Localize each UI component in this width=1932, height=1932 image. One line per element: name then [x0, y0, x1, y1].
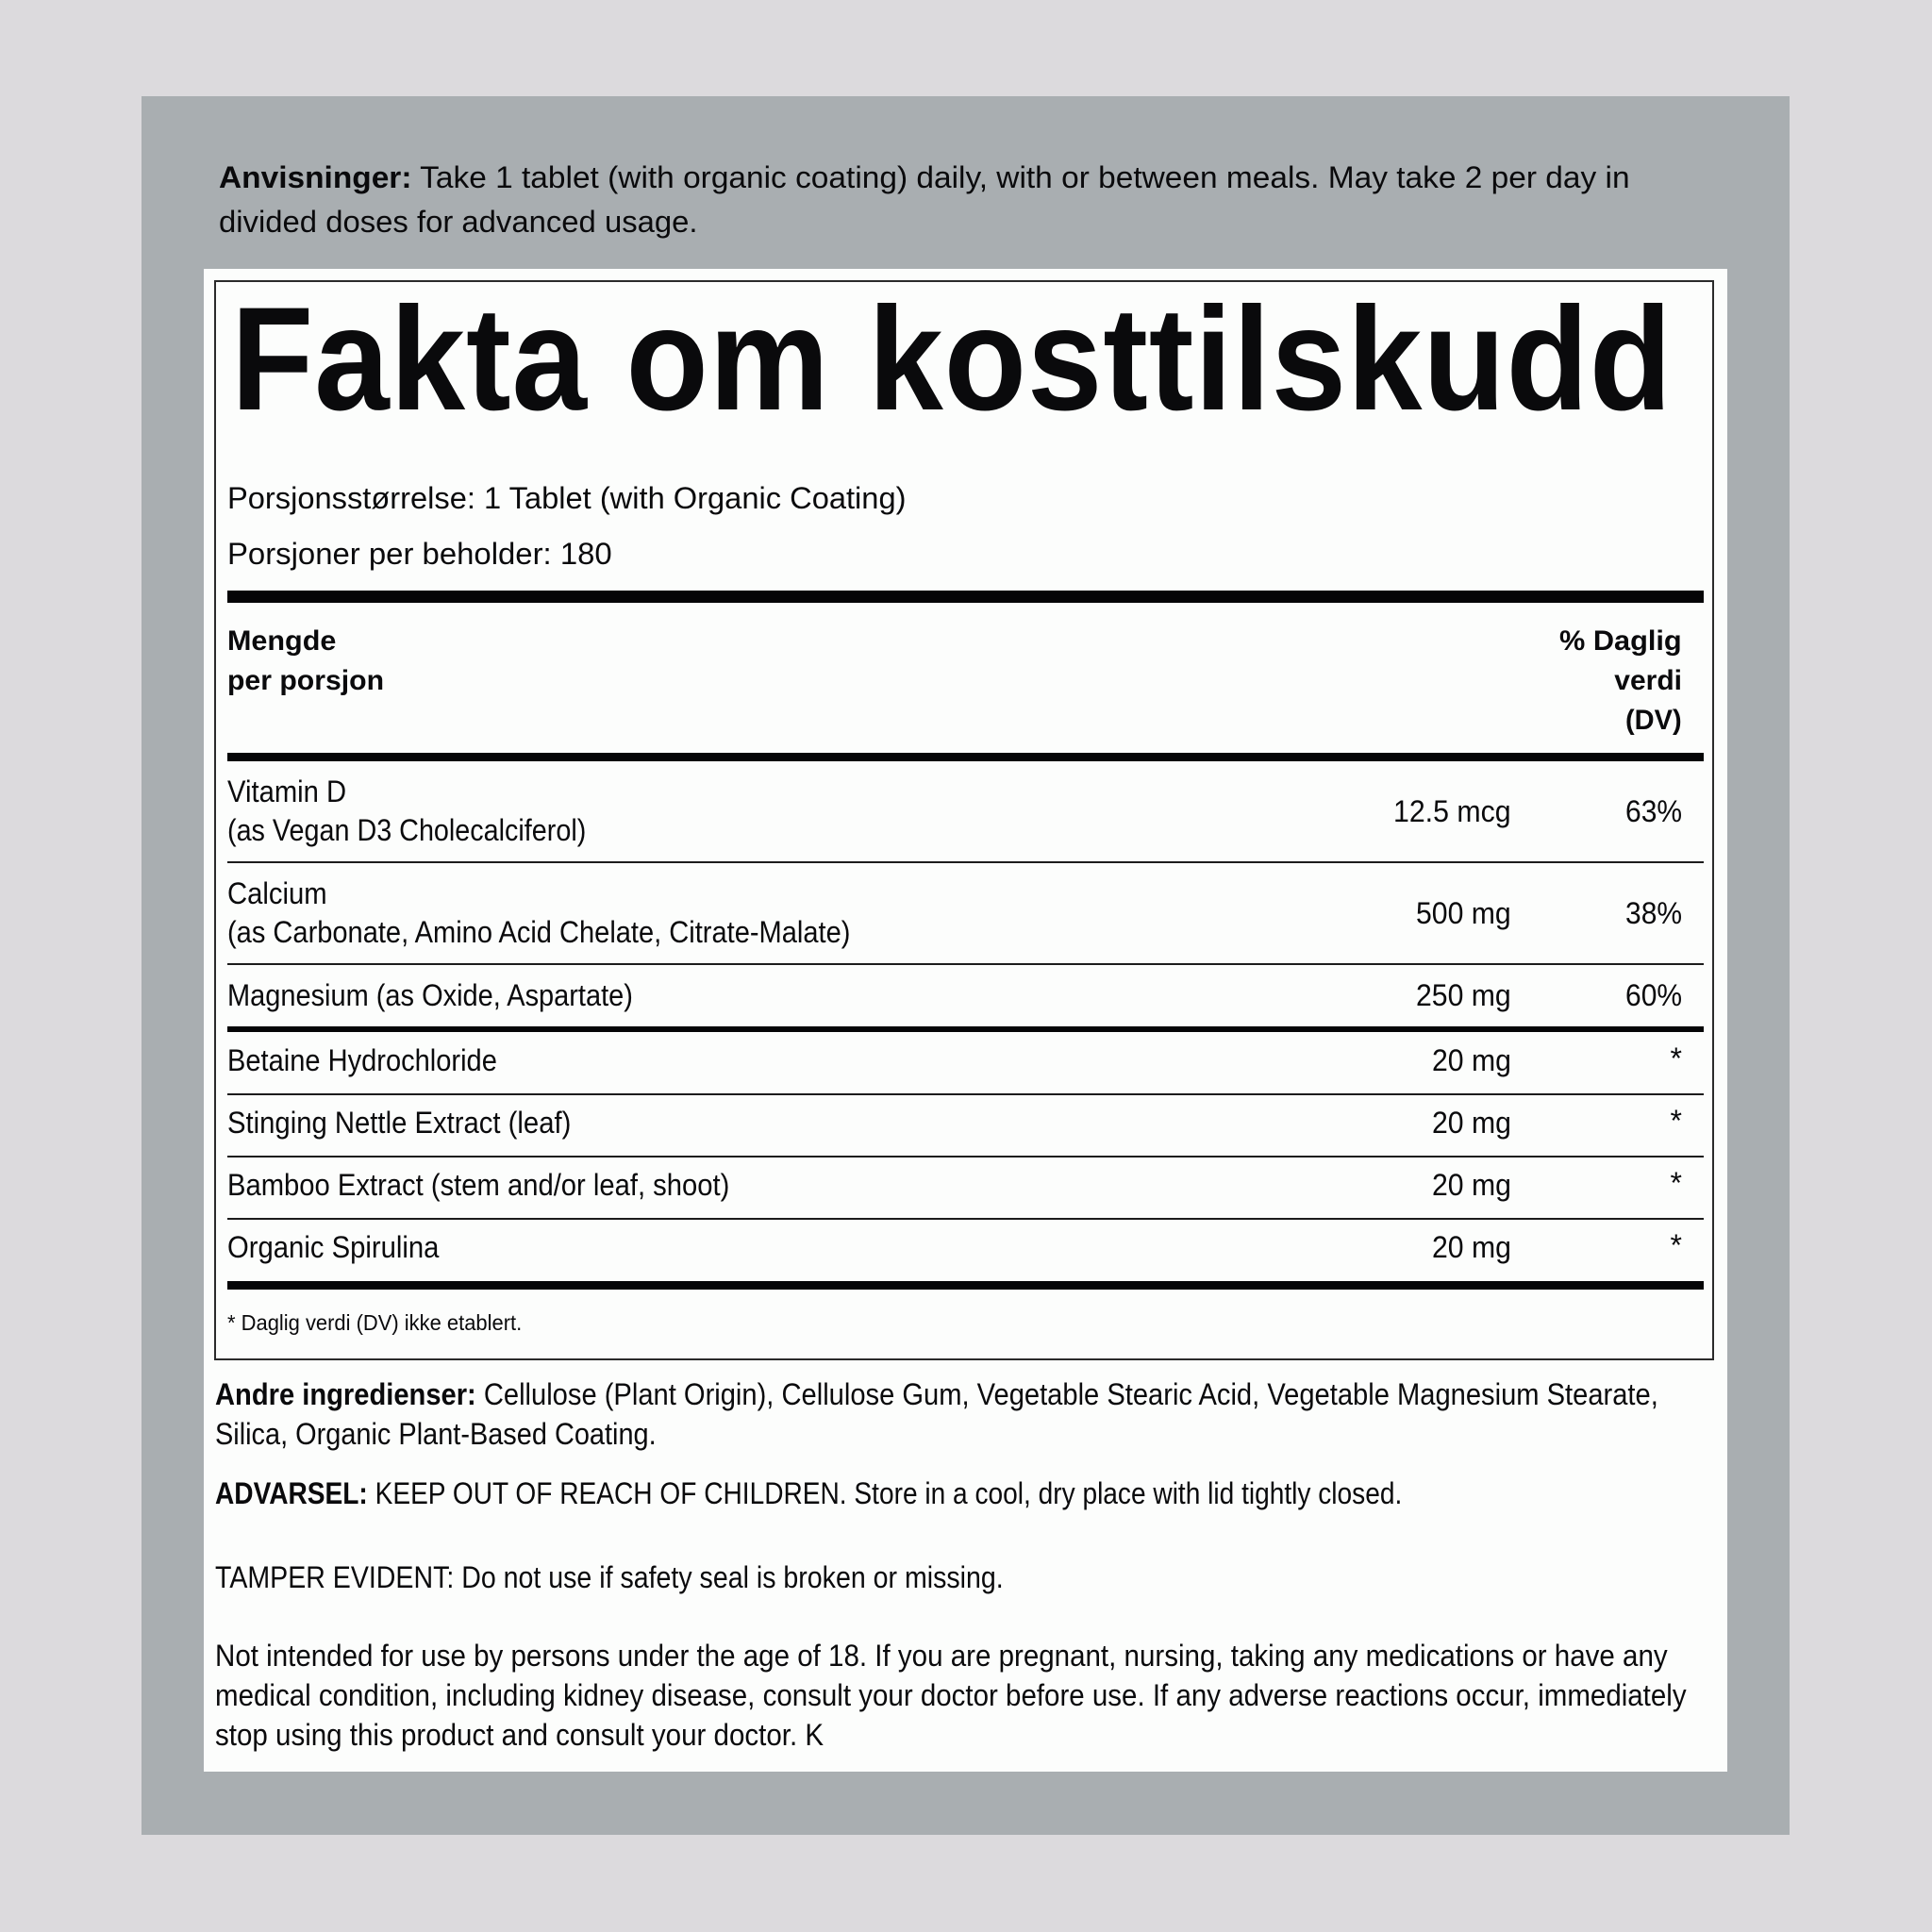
- nutrient-source: (as Vegan D3 Cholecalciferol): [227, 813, 587, 847]
- header-dv-line-1: % Daglig: [1559, 625, 1682, 657]
- disclaimer-line-3: stop using this product and consult your doctor. K: [215, 1718, 824, 1752]
- other-ingredients-label: Andre ingredienser:: [215, 1377, 476, 1411]
- divider-row: [227, 1093, 1704, 1095]
- nutrient-amount: 12.5 mcg: [1393, 794, 1511, 828]
- divider-bottom: [227, 1281, 1704, 1290]
- directions-label: Anvisninger:: [219, 160, 412, 194]
- nutrient-dv: *: [1670, 1166, 1682, 1200]
- directions-line-2: divided doses for advanced usage.: [219, 205, 698, 239]
- directions-line-1: [219, 162, 1630, 192]
- servings-per-container: Porsjoner per beholder: 180: [227, 537, 612, 571]
- warning-label: ADVARSEL:: [215, 1476, 368, 1510]
- nutrient-source: (as Carbonate, Amino Acid Chelate, Citrate-Malate): [227, 915, 851, 949]
- facts-title: Fakta om kosttilskudd: [231, 277, 1673, 441]
- divider-row: [227, 1218, 1704, 1220]
- nutrient-dv: *: [1670, 1041, 1682, 1075]
- nutrient-name: Stinging Nettle Extract (leaf): [227, 1106, 572, 1140]
- nutrient-name: Bamboo Extract (stem and/or leaf, shoot): [227, 1168, 730, 1202]
- nutrient-amount: 20 mg: [1432, 1230, 1511, 1264]
- header-dv-line-3: (DV): [1625, 705, 1682, 736]
- nutrient-dv: 63%: [1624, 794, 1682, 828]
- header-amount-line-2: per porsjon: [227, 665, 385, 696]
- divider-header: [227, 753, 1704, 761]
- nutrient-dv: *: [1670, 1228, 1682, 1262]
- disclaimer-line-2: medical condition, including kidney disease, consult your doctor before use. If any adverse reactions occur, immediately: [215, 1678, 1687, 1712]
- nutrient-amount: 250 mg: [1416, 978, 1511, 1012]
- serving-size: Porsjonsstørrelse: 1 Tablet (with Organic Coating): [227, 481, 907, 515]
- nutrient-name: Organic Spirulina: [227, 1230, 440, 1264]
- divider-thick: [227, 591, 1704, 603]
- nutrient-amount: 500 mg: [1416, 896, 1511, 930]
- nutrient-name: Betaine Hydrochloride: [227, 1043, 497, 1077]
- divider-row: [227, 963, 1704, 965]
- divider-row: [227, 1156, 1704, 1158]
- other-ingredients-line-1: [215, 1379, 1658, 1409]
- directions-text: Take 1 tablet (with organic coating) daily, with or between meals. May take 2 per day in: [420, 160, 1630, 194]
- header-dv-line-2: verdi: [1614, 665, 1682, 696]
- tamper-evident: TAMPER EVIDENT: Do not use if safety seal is broken or missing.: [215, 1560, 1004, 1594]
- nutrient-dv: 38%: [1624, 896, 1682, 930]
- nutrient-name: Calcium: [227, 876, 327, 910]
- divider-row: [227, 861, 1704, 863]
- nutrient-amount: 20 mg: [1432, 1168, 1511, 1202]
- other-ingredients-line-2: Silica, Organic Plant-Based Coating.: [215, 1417, 657, 1451]
- nutrient-dv: *: [1670, 1104, 1682, 1138]
- nutrient-amount: 20 mg: [1432, 1106, 1511, 1140]
- warning-text: KEEP OUT OF REACH OF CHILDREN. Store in a cool, dry place with lid tightly closed.: [375, 1476, 1403, 1510]
- other-ingredients-text: Cellulose (Plant Origin), Cellulose Gum, Vegetable Stearic Acid, Vegetable Magnesium Stearate,: [483, 1377, 1658, 1411]
- dv-footnote: * Daglig verdi (DV) ikke etablert.: [227, 1310, 523, 1335]
- warning-line: [215, 1478, 1402, 1508]
- nutrient-name: Magnesium (as Oxide, Aspartate): [227, 978, 633, 1012]
- header-amount-line-1: Mengde: [227, 625, 337, 657]
- disclaimer-line-1: Not intended for use by persons under the age of 18. If you are pregnant, nursing, taking any medications or have any: [215, 1639, 1668, 1673]
- nutrient-name: Vitamin D: [227, 774, 347, 808]
- nutrient-amount: 20 mg: [1432, 1043, 1511, 1077]
- divider-section: [227, 1026, 1704, 1032]
- nutrient-dv: 60%: [1624, 978, 1682, 1012]
